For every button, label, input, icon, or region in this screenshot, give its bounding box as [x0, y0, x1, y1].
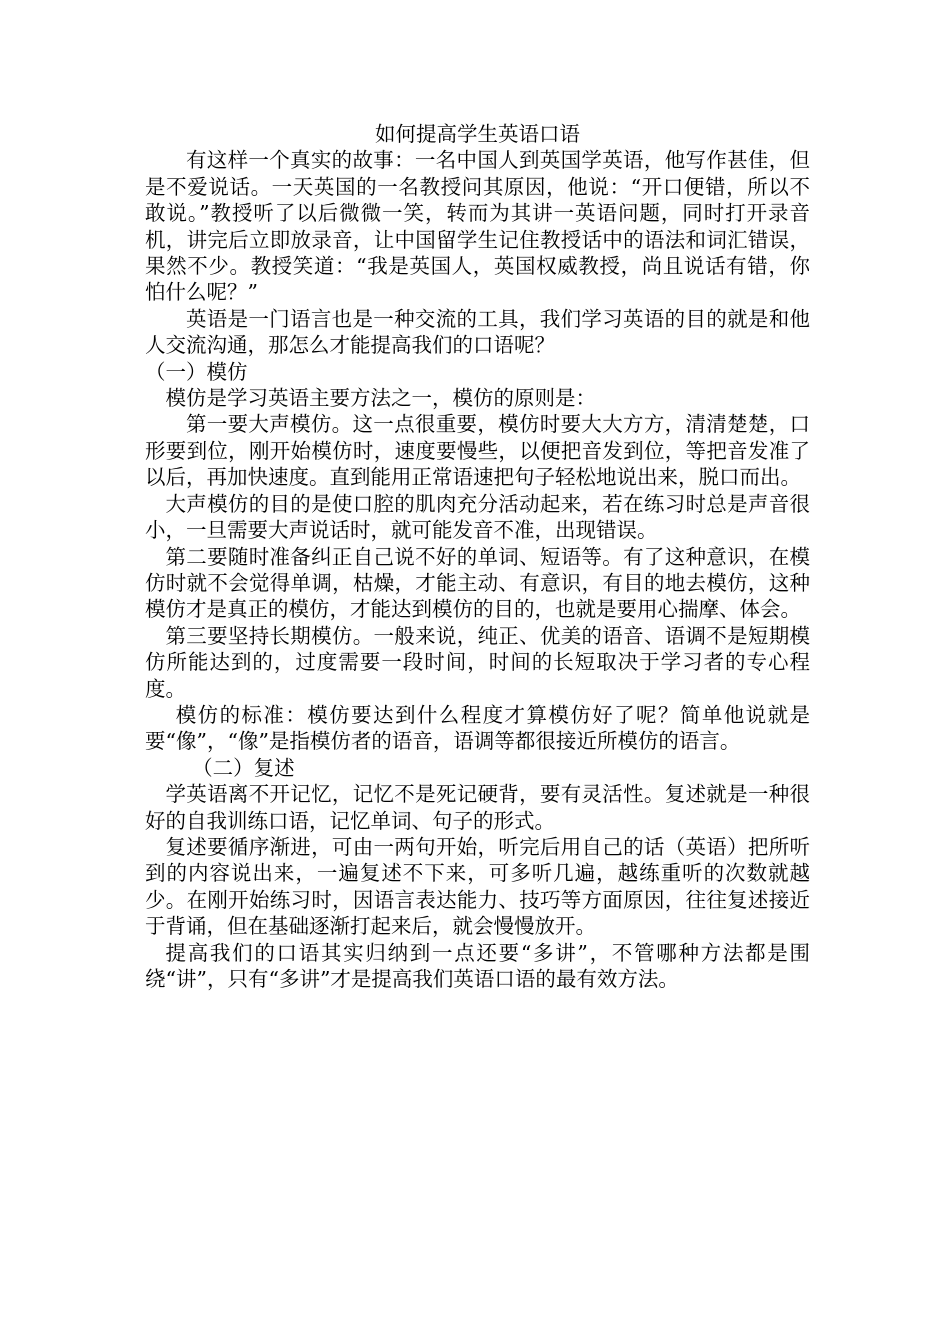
section2-paragraph: 学英语离不开记忆，记忆不是死记硬背，要有灵活性。复述就是一种很好的自我训练口语，记忆单词、句子的形式。: [145, 782, 810, 833]
section-heading-retelling: （二）复述: [192, 755, 295, 780]
section1-paragraph: 第二要随时准备纠正自己说不好的单词、短语等。有了这种意识，在模仿时就不会觉得单调，枯燥，才能主动、有意识，有目的地去模仿，这种模仿才是真正的模仿，才能达到模仿的目的，也就是要用心揣摩、体会。: [145, 544, 810, 622]
section2-paragraph: 复述要循序渐进，可由一两句开始，听完后用自己的话（英语）把所听到的内容说出来，一遍复述不下来，可多听几遍，越练重听的次数就越少。在刚开始练习时，因语言表达能力、技巧等方面原因，往往复述接近于背诵，但在基础逐渐打起来后，就会慢慢放开。: [145, 834, 810, 939]
intro-paragraph-question: 英语是一门语言也是一种交流的工具，我们学习英语的目的就是和他人交流沟通，那怎么才能提高我们的口语呢？: [145, 306, 810, 358]
document-title: 如何提高学生英语口语: [375, 122, 580, 146]
section1-paragraph: 第一要大声模仿。这一点很重要，模仿时要大大方方，清清楚楚，口形要到位，刚开始模仿时，速度要慢些，以便把音发到位，等把音发准了以后，再加快速度。直到能用正常语速把句子轻松地说出来，脱口而出。: [145, 412, 810, 490]
section1-paragraph: 模仿的标准：模仿要达到什么程度才算模仿好了呢？简单他说就是要“像”，“像”是指模仿者的语音，语调等都很接近所模仿的语言。: [145, 702, 810, 754]
intro-paragraph-story: 有这样一个真实的故事：一名中国人到英国学英语，他写作甚佳，但是不爱说话。一天英国的一名教授问其原因，他说：“开口便错，所以不敢说。”教授听了以后微微一笑，转而为其讲一英语问题，同时打开录音机，讲完后立即放录音，让中国留学生记住教授话中的语法和词汇错误，果然不少。教授笑道：“我是英国人，英国权威教授，尚且说话有错，你怕什么呢？”: [145, 148, 810, 305]
section1-paragraph: 第三要坚持长期模仿。一般来说，纯正、优美的语音、语调不是短期模仿所能达到的，过度需要一段时间，时间的长短取决于学习者的专心程度。: [145, 623, 810, 701]
section1-paragraph: 模仿是学习英语主要方法之一，模仿的原则是：: [165, 386, 596, 411]
section-heading-imitation: （一）模仿: [145, 359, 248, 384]
document-body: [145, 121, 810, 992]
section1-paragraph: 大声模仿的目的是使口腔的肌肉充分活动起来，若在练习时总是声音很小，一旦需要大声说话时，就可能发音不准，出现错误。: [145, 491, 810, 543]
section2-paragraph: 提高我们的口语其实归纳到一点还要“多讲”，不管哪种方法都是围绕“讲”，只有“多讲”才是提高我们英语口语的最有效方法。: [145, 940, 810, 991]
